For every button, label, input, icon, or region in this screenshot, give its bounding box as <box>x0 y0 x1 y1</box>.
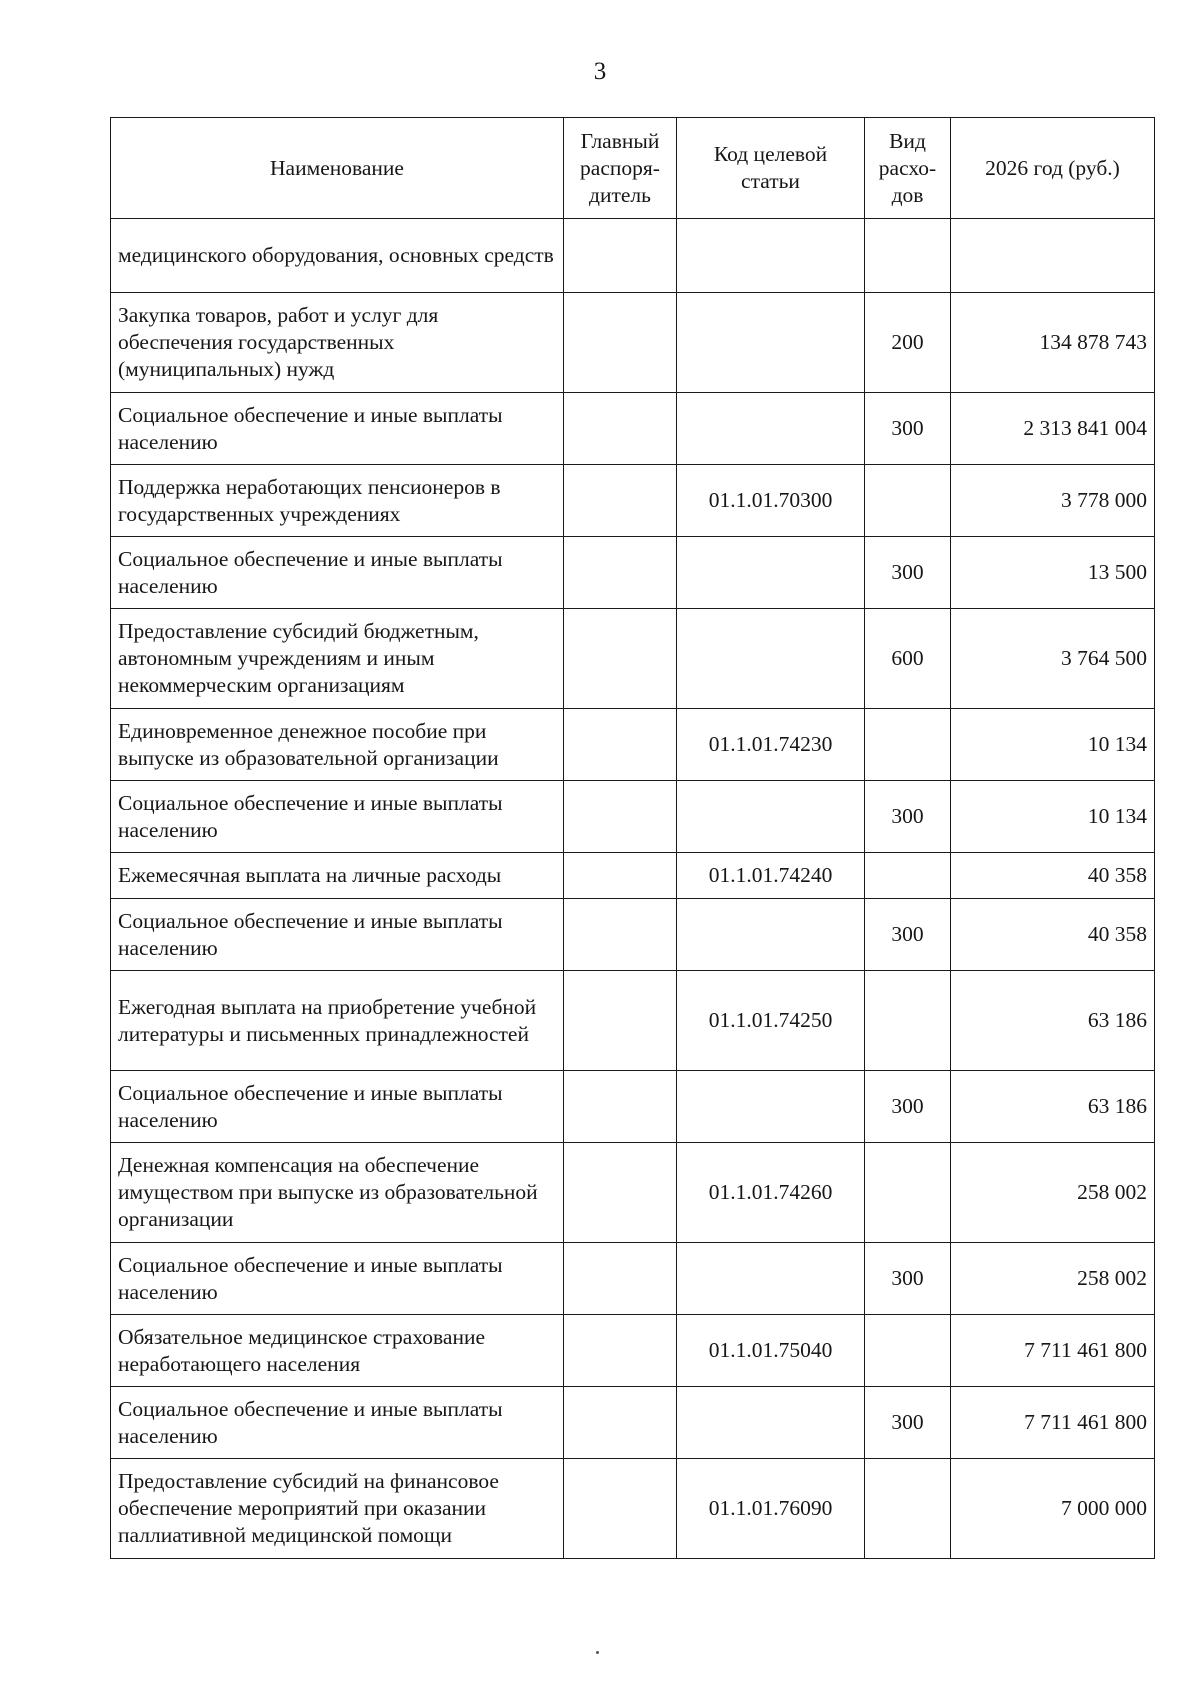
cell-chief <box>564 1459 677 1559</box>
cell-code <box>677 537 865 609</box>
cell-vid: 300 <box>865 1387 951 1459</box>
cell-vid <box>865 1315 951 1387</box>
cell-amount <box>951 219 1155 293</box>
cell-code <box>677 219 865 293</box>
cell-amount: 63 186 <box>951 1071 1155 1143</box>
cell-vid <box>865 1459 951 1559</box>
cell-code: 01.1.01.70300 <box>677 465 865 537</box>
cell-vid <box>865 971 951 1071</box>
cell-amount: 40 358 <box>951 853 1155 899</box>
cell-amount: 7 711 461 800 <box>951 1315 1155 1387</box>
cell-name: Ежегодная выплата на приобретение учебной литературы и письменных принадлежностей <box>111 971 564 1071</box>
budget-table <box>110 117 1155 1559</box>
cell-name: Социальное обеспечение и иные выплаты населению <box>111 1387 564 1459</box>
cell-code: 01.1.01.75040 <box>677 1315 865 1387</box>
cell-amount: 13 500 <box>951 537 1155 609</box>
table-row <box>111 899 1155 971</box>
cell-vid: 300 <box>865 781 951 853</box>
cell-code: 01.1.01.74240 <box>677 853 865 899</box>
cell-name: Поддержка неработающих пенсионеров в государственных учреждениях <box>111 465 564 537</box>
page-number: 3 <box>593 58 607 85</box>
cell-chief <box>564 219 677 293</box>
cell-code: 01.1.01.74230 <box>677 709 865 781</box>
cell-code <box>677 293 865 393</box>
header-amount: 2026 год (руб.) <box>951 118 1155 219</box>
cell-code <box>677 1071 865 1143</box>
cell-chief <box>564 971 677 1071</box>
header-code: Код целевой статьи <box>677 118 865 219</box>
table-row <box>111 1387 1155 1459</box>
cell-vid <box>865 465 951 537</box>
cell-chief <box>564 709 677 781</box>
cell-amount: 3 778 000 <box>951 465 1155 537</box>
cell-code: 01.1.01.74250 <box>677 971 865 1071</box>
cell-vid: 300 <box>865 899 951 971</box>
cell-vid: 300 <box>865 393 951 465</box>
table-row <box>111 219 1155 293</box>
table-row <box>111 1315 1155 1387</box>
cell-name: Социальное обеспечение и иные выплаты населению <box>111 899 564 971</box>
cell-chief <box>564 293 677 393</box>
cell-vid: 300 <box>865 537 951 609</box>
cell-name: Социальное обеспечение и иные выплаты населению <box>111 537 564 609</box>
header-chief: Главный распоря-дитель <box>564 118 677 219</box>
table-row <box>111 853 1155 899</box>
cell-amount: 3 764 500 <box>951 609 1155 709</box>
cell-code <box>677 1243 865 1315</box>
cell-code <box>677 393 865 465</box>
cell-chief <box>564 1143 677 1243</box>
cell-vid: 200 <box>865 293 951 393</box>
cell-amount: 10 134 <box>951 781 1155 853</box>
header-row <box>111 118 1155 219</box>
cell-chief <box>564 1315 677 1387</box>
table-row <box>111 1071 1155 1143</box>
header-vid: Вид расхо-дов <box>865 118 951 219</box>
table-row <box>111 1243 1155 1315</box>
cell-amount: 63 186 <box>951 971 1155 1071</box>
table-row <box>111 709 1155 781</box>
cell-vid <box>865 853 951 899</box>
table-row <box>111 1143 1155 1243</box>
cell-vid: 300 <box>865 1071 951 1143</box>
table-body <box>111 219 1155 1559</box>
cell-amount: 258 002 <box>951 1143 1155 1243</box>
table-row <box>111 393 1155 465</box>
cell-name: Ежемесячная выплата на личные расходы <box>111 853 564 899</box>
cell-chief <box>564 781 677 853</box>
cell-name: Денежная компенсация на обеспечение имуществом при выпуске из образовательной организации <box>111 1143 564 1243</box>
cell-name: Обязательное медицинское страхование неработающего населения <box>111 1315 564 1387</box>
cell-code <box>677 1387 865 1459</box>
cell-name: медицинского оборудования, основных средств <box>111 219 564 293</box>
cell-vid <box>865 1143 951 1243</box>
cell-name: Социальное обеспечение и иные выплаты населению <box>111 1243 564 1315</box>
cell-amount: 10 134 <box>951 709 1155 781</box>
cell-code: 01.1.01.76090 <box>677 1459 865 1559</box>
cell-chief <box>564 537 677 609</box>
cell-vid: 600 <box>865 609 951 709</box>
cell-amount: 134 878 743 <box>951 293 1155 393</box>
cell-chief <box>564 1387 677 1459</box>
cell-code: 01.1.01.74260 <box>677 1143 865 1243</box>
table-row <box>111 1459 1155 1559</box>
cell-chief <box>564 1243 677 1315</box>
cell-name: Социальное обеспечение и иные выплаты населению <box>111 393 564 465</box>
cell-vid <box>865 219 951 293</box>
cell-amount: 7 711 461 800 <box>951 1387 1155 1459</box>
cell-chief <box>564 465 677 537</box>
header-name: Наименование <box>111 118 564 219</box>
table-row <box>111 465 1155 537</box>
cell-name: Предоставление субсидий на финансовое обеспечение мероприятий при оказании паллиативной медицинской помощи <box>111 1459 564 1559</box>
cell-amount: 7 000 000 <box>951 1459 1155 1559</box>
cell-name: Социальное обеспечение и иные выплаты населению <box>111 1071 564 1143</box>
table-row <box>111 609 1155 709</box>
cell-name: Единовременное денежное пособие при выпуске из образовательной организации <box>111 709 564 781</box>
cell-code <box>677 609 865 709</box>
cell-code <box>677 899 865 971</box>
cell-amount: 2 313 841 004 <box>951 393 1155 465</box>
cell-chief <box>564 1071 677 1143</box>
cell-vid <box>865 709 951 781</box>
cell-amount: 40 358 <box>951 899 1155 971</box>
cell-chief <box>564 609 677 709</box>
table-row <box>111 971 1155 1071</box>
table-row <box>111 537 1155 609</box>
table-row <box>111 293 1155 393</box>
cell-chief <box>564 393 677 465</box>
cell-name: Закупка товаров, работ и услуг для обеспечения государственных (муниципальных) нужд <box>111 293 564 393</box>
cell-amount: 258 002 <box>951 1243 1155 1315</box>
cell-code <box>677 781 865 853</box>
scan-speck <box>596 1651 599 1654</box>
cell-chief <box>564 853 677 899</box>
table-header <box>111 118 1155 219</box>
table-row <box>111 781 1155 853</box>
cell-chief <box>564 899 677 971</box>
cell-name: Социальное обеспечение и иные выплаты населению <box>111 781 564 853</box>
cell-vid: 300 <box>865 1243 951 1315</box>
cell-name: Предоставление субсидий бюджетным, автономным учреждениям и иным некоммерческим организациям <box>111 609 564 709</box>
